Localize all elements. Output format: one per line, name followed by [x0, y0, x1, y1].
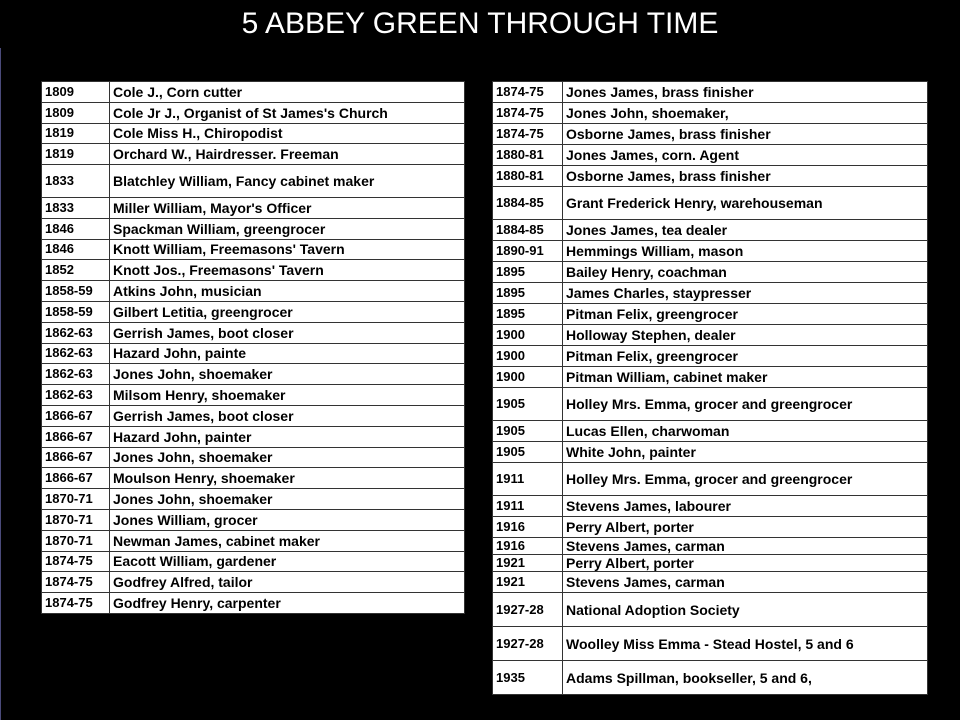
table-row [493, 124, 928, 145]
table-row [42, 530, 465, 551]
table-row [42, 322, 465, 343]
table-row [42, 426, 465, 447]
table-row [42, 82, 465, 103]
occupant-cell: Stevens James, carman [563, 538, 928, 555]
occupant-cell: Hazard John, painte [110, 343, 465, 364]
year-cell: 1862-63 [42, 322, 110, 343]
table-row [493, 538, 928, 555]
table-row [42, 551, 465, 572]
occupant-cell: Perry Albert, porter [563, 555, 928, 572]
table-row [493, 187, 928, 220]
table-row [493, 463, 928, 496]
table-row [42, 102, 465, 123]
year-cell: 1916 [493, 538, 563, 555]
year-cell: 1833 [42, 197, 110, 218]
year-cell: 1870-71 [42, 489, 110, 510]
table-row [493, 496, 928, 517]
occupant-cell: Hazard John, painter [110, 426, 465, 447]
table-row [42, 405, 465, 426]
table-row [493, 442, 928, 463]
year-cell: 1905 [493, 421, 563, 442]
year-cell: 1874-75 [42, 551, 110, 572]
records-table-right-body [493, 82, 928, 695]
year-cell: 1866-67 [42, 405, 110, 426]
year-cell: 1846 [42, 218, 110, 239]
year-cell: 1921 [493, 572, 563, 593]
occupant-cell: Hemmings William, mason [563, 241, 928, 262]
occupant-cell: Jones James, tea dealer [563, 220, 928, 241]
occupant-cell: Milsom Henry, shoemaker [110, 385, 465, 406]
occupant-cell: Knott William, Freemasons' Tavern [110, 239, 465, 260]
table-row [493, 346, 928, 367]
year-cell: 1884-85 [493, 187, 563, 220]
year-cell: 1900 [493, 325, 563, 346]
table-row [42, 593, 465, 614]
table-row [493, 262, 928, 283]
year-cell: 1935 [493, 661, 563, 695]
table-row [493, 103, 928, 124]
occupant-cell: Gerrish James, boot closer [110, 322, 465, 343]
year-cell: 1911 [493, 496, 563, 517]
table-row [493, 145, 928, 166]
records-table-left [41, 81, 465, 614]
occupant-cell: Adams Spillman, bookseller, 5 and 6, [563, 661, 928, 695]
occupant-cell: Grant Frederick Henry, warehouseman [563, 187, 928, 220]
year-cell: 1862-63 [42, 364, 110, 385]
table-row [493, 517, 928, 538]
year-cell: 1927-28 [493, 593, 563, 627]
occupant-cell: Perry Albert, porter [563, 517, 928, 538]
table-row [42, 364, 465, 385]
table-row [493, 572, 928, 593]
occupant-cell: Cole Jr J., Organist of St James's Church [110, 102, 465, 123]
year-cell: 1916 [493, 517, 563, 538]
table-row [42, 572, 465, 593]
occupant-cell: Godfrey Henry, carpenter [110, 593, 465, 614]
occupant-cell: Jones John, shoemaker, [563, 103, 928, 124]
year-cell: 1858-59 [42, 301, 110, 322]
page-title: 5 ABBEY GREEN THROUGH TIME [241, 7, 719, 40]
occupant-cell: Eacott William, gardener [110, 551, 465, 572]
records-table-right [492, 81, 928, 695]
occupant-cell: Jones John, shoemaker [110, 364, 465, 385]
year-cell: 1880-81 [493, 145, 563, 166]
year-cell: 1870-71 [42, 530, 110, 551]
table-row [493, 220, 928, 241]
year-cell: 1927-28 [493, 627, 563, 661]
table-row [42, 301, 465, 322]
table-row [493, 661, 928, 695]
year-cell: 1862-63 [42, 343, 110, 364]
occupant-cell: Stevens James, labourer [563, 496, 928, 517]
year-cell: 1911 [493, 463, 563, 496]
occupant-cell: Cole J., Corn cutter [110, 82, 465, 103]
year-cell: 1819 [42, 144, 110, 165]
occupant-cell: Holloway Stephen, dealer [563, 325, 928, 346]
year-cell: 1905 [493, 388, 563, 421]
table-row [493, 325, 928, 346]
occupant-cell: James Charles, staypresser [563, 283, 928, 304]
occupant-cell: Cole Miss H., Chiropodist [110, 123, 465, 144]
occupant-cell: Gerrish James, boot closer [110, 405, 465, 426]
year-cell: 1846 [42, 239, 110, 260]
year-cell: 1880-81 [493, 166, 563, 187]
occupant-cell: National Adoption Society [563, 593, 928, 627]
table-row [493, 388, 928, 421]
occupant-cell: Jones John, shoemaker [110, 489, 465, 510]
occupant-cell: Godfrey Alfred, tailor [110, 572, 465, 593]
occupant-cell: Osborne James, brass finisher [563, 166, 928, 187]
year-cell: 1874-75 [42, 593, 110, 614]
year-cell: 1833 [42, 165, 110, 198]
occupant-cell: Stevens James, carman [563, 572, 928, 593]
table-row [42, 509, 465, 530]
table-row [42, 144, 465, 165]
occupant-cell: Bailey Henry, coachman [563, 262, 928, 283]
table-row [42, 281, 465, 302]
year-cell: 1862-63 [42, 385, 110, 406]
year-cell: 1874-75 [493, 82, 563, 103]
year-cell: 1809 [42, 82, 110, 103]
year-cell: 1900 [493, 367, 563, 388]
occupant-cell: Atkins John, musician [110, 281, 465, 302]
occupant-cell: White John, painter [563, 442, 928, 463]
occupant-cell: Osborne James, brass finisher [563, 124, 928, 145]
occupant-cell: Pitman Felix, greengrocer [563, 304, 928, 325]
year-cell: 1900 [493, 346, 563, 367]
year-cell: 1895 [493, 262, 563, 283]
year-cell: 1809 [42, 102, 110, 123]
occupant-cell: Spackman William, greengrocer [110, 218, 465, 239]
occupant-cell: Jones William, grocer [110, 509, 465, 530]
year-cell: 1870-71 [42, 509, 110, 530]
table-row [42, 218, 465, 239]
records-table-left-body [42, 82, 465, 614]
table-row [493, 367, 928, 388]
occupant-cell: Blatchley William, Fancy cabinet maker [110, 165, 465, 198]
table-row [493, 166, 928, 187]
year-cell: 1866-67 [42, 447, 110, 468]
occupant-cell: Holley Mrs. Emma, grocer and greengrocer [563, 463, 928, 496]
year-cell: 1874-75 [493, 103, 563, 124]
occupant-cell: Jones John, shoemaker [110, 447, 465, 468]
occupant-cell: Lucas Ellen, charwoman [563, 421, 928, 442]
year-cell: 1890-91 [493, 241, 563, 262]
occupant-cell: Jones James, corn. Agent [563, 145, 928, 166]
year-cell: 1858-59 [42, 281, 110, 302]
table-row [493, 241, 928, 262]
year-cell: 1874-75 [42, 572, 110, 593]
occupant-cell: Orchard W., Hairdresser. Freeman [110, 144, 465, 165]
year-cell: 1874-75 [493, 124, 563, 145]
table-row [42, 468, 465, 489]
table-row [42, 343, 465, 364]
occupant-cell: Knott Jos., Freemasons' Tavern [110, 260, 465, 281]
year-cell: 1866-67 [42, 468, 110, 489]
occupant-cell: Holley Mrs. Emma, grocer and greengrocer [563, 388, 928, 421]
table-row [493, 304, 928, 325]
year-cell: 1852 [42, 260, 110, 281]
table-row [42, 260, 465, 281]
table-row [42, 197, 465, 218]
table-row [42, 165, 465, 198]
table-row [42, 447, 465, 468]
table-row [42, 239, 465, 260]
occupant-cell: Moulson Henry, shoemaker [110, 468, 465, 489]
table-row [493, 421, 928, 442]
table-row [493, 82, 928, 103]
occupant-cell: Newman James, cabinet maker [110, 530, 465, 551]
year-cell: 1895 [493, 283, 563, 304]
table-row [493, 627, 928, 661]
year-cell: 1895 [493, 304, 563, 325]
table-row [493, 283, 928, 304]
year-cell: 1866-67 [42, 426, 110, 447]
occupant-cell: Jones James, brass finisher [563, 82, 928, 103]
table-row [493, 593, 928, 627]
occupant-cell: Woolley Miss Emma - Stead Hostel, 5 and 6 [563, 627, 928, 661]
table-row [42, 385, 465, 406]
year-cell: 1921 [493, 555, 563, 572]
left-edge-line [0, 48, 1, 720]
table-row [493, 555, 928, 572]
year-cell: 1905 [493, 442, 563, 463]
occupant-cell: Miller William, Mayor's Officer [110, 197, 465, 218]
year-cell: 1884-85 [493, 220, 563, 241]
occupant-cell: Pitman William, cabinet maker [563, 367, 928, 388]
table-row [42, 123, 465, 144]
table-row [42, 489, 465, 510]
occupant-cell: Gilbert Letitia, greengrocer [110, 301, 465, 322]
year-cell: 1819 [42, 123, 110, 144]
occupant-cell: Pitman Felix, greengrocer [563, 346, 928, 367]
